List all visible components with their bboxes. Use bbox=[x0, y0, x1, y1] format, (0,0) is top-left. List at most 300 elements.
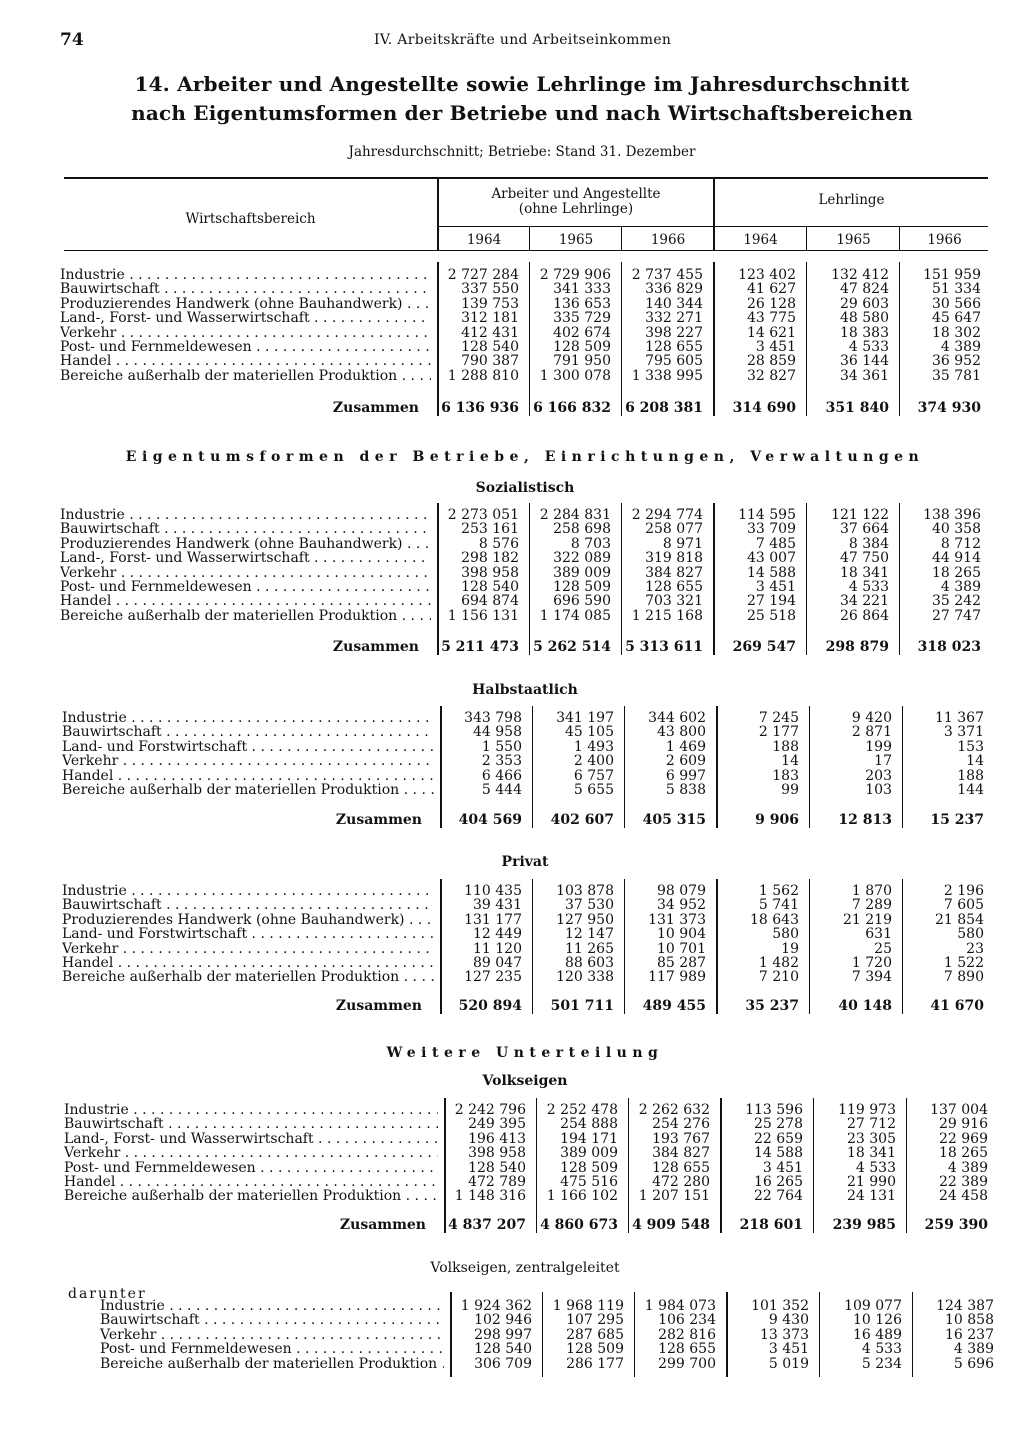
darunter-label: darunter bbox=[68, 1286, 147, 1302]
section-heading-weitere-unterteilung: Weitere Unterteilung bbox=[386, 1045, 664, 1061]
row-label bbox=[64, 1175, 438, 1190]
leader-dots bbox=[129, 1103, 438, 1118]
table-cell: 2 727 284 bbox=[447, 267, 519, 283]
table-cell: 29 603 bbox=[840, 296, 889, 312]
table-cell: 1 984 073 bbox=[644, 1298, 716, 1314]
leader-dots bbox=[111, 354, 431, 369]
block-heading: Privat bbox=[501, 854, 549, 870]
leader-dots bbox=[397, 369, 431, 384]
table-cell: 21 990 bbox=[847, 1174, 896, 1190]
table-cell: 1 968 119 bbox=[552, 1298, 624, 1314]
table-cell: 2 252 478 bbox=[546, 1102, 618, 1118]
table-cell: 128 540 bbox=[474, 1341, 532, 1357]
table-cell: 121 122 bbox=[831, 507, 889, 523]
row-label-text: Land-, Forst- und Wasserwirtschaft bbox=[64, 1132, 314, 1147]
running-head: IV. Arbeitskräfte und Arbeitseinkommen bbox=[374, 32, 672, 48]
row-label-text: Post- und Fernmeldewesen bbox=[64, 1161, 256, 1176]
table-cell: 3 451 bbox=[755, 339, 796, 355]
row-label-text: Handel bbox=[62, 769, 114, 784]
row-label-text: Post- und Fernmeldewesen bbox=[60, 580, 252, 595]
table-cell: 384 827 bbox=[645, 565, 703, 581]
table-cell: 22 764 bbox=[754, 1188, 803, 1204]
row-label-text: Industrie bbox=[100, 1299, 165, 1314]
row-label-text: Handel bbox=[60, 354, 112, 369]
table-cell: 3 371 bbox=[943, 724, 984, 740]
table-cell: 2 177 bbox=[758, 724, 799, 740]
row-label bbox=[60, 354, 431, 369]
table-cell: 472 280 bbox=[652, 1174, 710, 1190]
block-heading: Volkseigen, zentralgeleitet bbox=[430, 1260, 620, 1276]
table-cell: 2 262 632 bbox=[638, 1102, 710, 1118]
row-label-text: Post- und Fernmeldewesen bbox=[100, 1342, 292, 1357]
header-year-rule bbox=[438, 226, 988, 227]
table-cell: 18 643 bbox=[750, 912, 799, 928]
group-header-arbeiter-2: (ohne Lehrlinge) bbox=[518, 201, 634, 217]
table-cell: 113 596 bbox=[745, 1102, 803, 1118]
leader-dots bbox=[116, 566, 431, 581]
year-divider bbox=[899, 227, 900, 250]
block-heading: Halbstaatlich bbox=[472, 682, 578, 698]
total-label: Zusammen bbox=[335, 812, 422, 828]
table-cell: 694 874 bbox=[461, 593, 519, 609]
table-cell: 1 562 bbox=[758, 883, 799, 899]
table-cell: 3 451 bbox=[768, 1341, 809, 1357]
table-cell: 88 603 bbox=[565, 955, 614, 971]
table-title-line-1: 14. Arbeiter und Angestellte sowie Lehrlinge im Jahresdurchschnitt bbox=[134, 72, 910, 96]
table-cell: 8 384 bbox=[848, 536, 889, 552]
table-cell: 22 389 bbox=[939, 1174, 988, 1190]
table-cell: 298 182 bbox=[461, 550, 519, 566]
row-label-text: Bereiche außerhalb der materiellen Produktion bbox=[64, 1189, 402, 1204]
table-cell: 3 451 bbox=[755, 579, 796, 595]
table-cell: 23 305 bbox=[847, 1131, 896, 1147]
table-cell: 10 858 bbox=[945, 1312, 994, 1328]
table-cell: 332 271 bbox=[645, 310, 703, 326]
table-cell: 47 824 bbox=[840, 281, 889, 297]
table-cell: 1 156 131 bbox=[447, 608, 519, 624]
table-cell: 580 bbox=[957, 926, 984, 942]
table-cell: 98 079 bbox=[657, 883, 706, 899]
year-header: 1965 bbox=[836, 232, 871, 248]
leader-dots bbox=[127, 711, 434, 726]
row-label bbox=[62, 884, 434, 899]
leader-dots bbox=[165, 1299, 444, 1314]
table-cell: 27 194 bbox=[747, 593, 796, 609]
table-cell: 25 bbox=[874, 941, 892, 957]
header-bottom-rule bbox=[64, 250, 988, 251]
table-cell: 33 709 bbox=[747, 521, 796, 537]
total-cell: 298 879 bbox=[825, 639, 889, 655]
table-cell: 412 431 bbox=[461, 325, 519, 341]
leader-dots bbox=[118, 942, 434, 957]
row-label bbox=[64, 1189, 438, 1204]
year-divider bbox=[529, 227, 530, 250]
row-label bbox=[60, 551, 431, 566]
total-cell: 4 837 207 bbox=[448, 1217, 526, 1233]
table-cell: 344 602 bbox=[648, 710, 706, 726]
row-label bbox=[60, 522, 431, 537]
table-cell: 703 321 bbox=[645, 593, 703, 609]
table-cell: 10 701 bbox=[657, 941, 706, 957]
table-cell: 5 444 bbox=[481, 782, 522, 798]
leader-dots bbox=[437, 1357, 444, 1372]
table-cell: 2 196 bbox=[943, 883, 984, 899]
table-cell: 48 580 bbox=[840, 310, 889, 326]
table-cell: 1 148 316 bbox=[454, 1188, 526, 1204]
leader-dots bbox=[113, 769, 434, 784]
leader-dots bbox=[118, 754, 434, 769]
table-cell: 1 207 151 bbox=[638, 1188, 710, 1204]
table-cell: 188 bbox=[772, 739, 799, 755]
total-cell: 489 455 bbox=[642, 998, 706, 1014]
table-cell: 16 489 bbox=[853, 1327, 902, 1343]
row-label-text: Industrie bbox=[64, 1103, 129, 1118]
row-label-text: Land-, Forst- und Wasserwirtschaft bbox=[60, 311, 310, 326]
year-header: 1964 bbox=[466, 232, 502, 248]
table-cell: 7 245 bbox=[758, 710, 799, 726]
total-cell: 35 237 bbox=[745, 998, 799, 1014]
leader-dots bbox=[162, 725, 434, 740]
table-cell: 13 373 bbox=[760, 1327, 809, 1343]
table-cell: 4 389 bbox=[940, 579, 981, 595]
table-cell: 1 166 102 bbox=[546, 1188, 618, 1204]
row-label bbox=[62, 970, 434, 985]
total-cell: 314 690 bbox=[732, 400, 796, 416]
table-cell: 1 215 168 bbox=[631, 608, 703, 624]
row-label bbox=[62, 740, 434, 755]
table-cell: 128 509 bbox=[553, 579, 611, 595]
table-cell: 1 522 bbox=[943, 955, 984, 971]
row-label bbox=[62, 956, 434, 971]
row-label-text: Bauwirtschaft bbox=[64, 1117, 164, 1132]
table-cell: 8 576 bbox=[478, 536, 519, 552]
table-cell: 8 703 bbox=[570, 536, 611, 552]
table-cell: 8 712 bbox=[940, 536, 981, 552]
table-cell: 107 295 bbox=[566, 1312, 624, 1328]
table-cell: 128 655 bbox=[652, 1160, 710, 1176]
table-cell: 398 958 bbox=[468, 1145, 526, 1161]
row-label bbox=[62, 927, 434, 942]
row-label bbox=[62, 769, 434, 784]
leader-dots bbox=[399, 783, 434, 798]
leader-dots bbox=[162, 898, 434, 913]
table-cell: 183 bbox=[772, 768, 799, 784]
table-cell: 322 089 bbox=[553, 550, 611, 566]
table-cell: 18 302 bbox=[932, 325, 981, 341]
table-cell: 335 729 bbox=[553, 310, 611, 326]
table-cell: 128 655 bbox=[645, 339, 703, 355]
row-label bbox=[60, 297, 431, 312]
total-cell: 520 894 bbox=[458, 998, 522, 1014]
table-cell: 4 533 bbox=[848, 579, 889, 595]
table-cell: 24 458 bbox=[939, 1188, 988, 1204]
table-cell: 2 729 906 bbox=[539, 267, 611, 283]
leader-dots bbox=[247, 927, 434, 942]
table-cell: 795 605 bbox=[645, 353, 703, 369]
leader-dots bbox=[292, 1342, 444, 1357]
row-label bbox=[62, 783, 434, 798]
total-cell: 402 607 bbox=[550, 812, 614, 828]
section-heading-eigentumsformen: Eigentumsformen der Betriebe, Einrichtungen, Verwaltungen bbox=[125, 449, 925, 465]
leader-dots bbox=[310, 311, 431, 326]
table-cell: 36 144 bbox=[840, 353, 889, 369]
table-cell: 193 767 bbox=[652, 1131, 710, 1147]
table-cell: 153 bbox=[957, 739, 984, 755]
row-label bbox=[60, 594, 431, 609]
row-label bbox=[100, 1357, 444, 1372]
row-label-text: Industrie bbox=[60, 268, 125, 283]
table-cell: 2 273 051 bbox=[447, 507, 519, 523]
row-label-text: Verkehr bbox=[64, 1146, 121, 1161]
row-label bbox=[60, 311, 431, 326]
stub-header: Wirtschaftsbereich bbox=[185, 211, 316, 227]
table-cell: 5 234 bbox=[861, 1356, 902, 1372]
table-cell: 128 655 bbox=[645, 579, 703, 595]
table-cell: 18 265 bbox=[939, 1145, 988, 1161]
total-cell: 5 313 611 bbox=[625, 639, 703, 655]
table-cell: 203 bbox=[865, 768, 892, 784]
table-cell: 341 197 bbox=[556, 710, 614, 726]
table-cell: 128 540 bbox=[461, 579, 519, 595]
row-label bbox=[100, 1342, 444, 1357]
table-cell: 23 bbox=[966, 941, 984, 957]
total-label: Zusammen bbox=[339, 1217, 426, 1233]
table-cell: 2 400 bbox=[573, 753, 614, 769]
row-label-text: Land- und Forstwirtschaft bbox=[62, 927, 248, 942]
row-label bbox=[64, 1132, 438, 1147]
table-cell: 1 482 bbox=[758, 955, 799, 971]
row-label-text: Industrie bbox=[60, 508, 125, 523]
row-label-text: Bauwirtschaft bbox=[100, 1313, 200, 1328]
table-cell: 472 789 bbox=[468, 1174, 526, 1190]
table-cell: 2 284 831 bbox=[539, 507, 611, 523]
table-cell: 631 bbox=[865, 926, 892, 942]
table-cell: 128 509 bbox=[560, 1160, 618, 1176]
table-cell: 5 019 bbox=[768, 1356, 809, 1372]
row-label bbox=[60, 580, 431, 595]
total-cell: 405 315 bbox=[642, 812, 706, 828]
group-header-lehrlinge: Lehrlinge bbox=[818, 192, 885, 208]
table-cell: 18 265 bbox=[932, 565, 981, 581]
total-cell: 4 860 673 bbox=[540, 1217, 618, 1233]
total-cell: 259 390 bbox=[924, 1217, 988, 1233]
table-cell: 384 827 bbox=[652, 1145, 710, 1161]
table-cell: 11 265 bbox=[565, 941, 614, 957]
table-cell: 337 550 bbox=[461, 281, 519, 297]
row-label bbox=[62, 754, 434, 769]
leader-dots bbox=[403, 297, 431, 312]
table-cell: 106 234 bbox=[658, 1312, 716, 1328]
table-cell: 319 818 bbox=[645, 550, 703, 566]
table-cell: 17 bbox=[874, 753, 892, 769]
total-cell: 501 711 bbox=[550, 998, 614, 1014]
table-cell: 18 341 bbox=[840, 565, 889, 581]
row-label bbox=[60, 340, 431, 355]
table-cell: 43 007 bbox=[747, 550, 796, 566]
table-cell: 132 412 bbox=[831, 267, 889, 283]
table-cell: 287 685 bbox=[566, 1327, 624, 1343]
table-cell: 127 950 bbox=[556, 912, 614, 928]
table-cell: 312 181 bbox=[461, 310, 519, 326]
table-cell: 4 533 bbox=[855, 1160, 896, 1176]
leader-dots bbox=[125, 268, 431, 283]
table-cell: 6 466 bbox=[481, 768, 522, 784]
total-label: Zusammen bbox=[332, 639, 419, 655]
total-cell: 5 262 514 bbox=[533, 639, 611, 655]
total-label: Zusammen bbox=[332, 400, 419, 416]
table-cell: 119 973 bbox=[838, 1102, 896, 1118]
leader-dots bbox=[314, 1132, 438, 1147]
row-label-text: Verkehr bbox=[62, 942, 119, 957]
table-cell: 791 950 bbox=[553, 353, 611, 369]
table-cell: 138 396 bbox=[923, 507, 981, 523]
leader-dots bbox=[247, 740, 434, 755]
table-cell: 6 997 bbox=[665, 768, 706, 784]
table-cell: 7 485 bbox=[755, 536, 796, 552]
leader-dots bbox=[111, 594, 431, 609]
total-cell: 6 166 832 bbox=[533, 400, 611, 416]
table-cell: 21 854 bbox=[935, 912, 984, 928]
table-cell: 2 737 455 bbox=[631, 267, 703, 283]
row-label-text: Industrie bbox=[62, 711, 127, 726]
leader-dots bbox=[310, 551, 431, 566]
table-cell: 43 775 bbox=[747, 310, 796, 326]
table-cell: 341 333 bbox=[553, 281, 611, 297]
leader-dots bbox=[200, 1313, 444, 1328]
total-cell: 374 930 bbox=[917, 400, 981, 416]
table-cell: 4 389 bbox=[947, 1160, 988, 1176]
table-cell: 128 509 bbox=[553, 339, 611, 355]
table-cell: 402 674 bbox=[553, 325, 611, 341]
table-cell: 2 294 774 bbox=[631, 507, 703, 523]
total-cell: 9 906 bbox=[755, 812, 799, 828]
table-cell: 22 659 bbox=[754, 1131, 803, 1147]
table-cell: 35 781 bbox=[932, 368, 981, 384]
total-cell: 6 208 381 bbox=[625, 400, 703, 416]
table-cell: 199 bbox=[865, 739, 892, 755]
table-cell: 2 242 796 bbox=[454, 1102, 526, 1118]
row-label-text: Land- und Forstwirtschaft bbox=[62, 740, 248, 755]
year-header: 1965 bbox=[558, 232, 594, 248]
leader-dots bbox=[115, 1175, 438, 1190]
row-label-text: Verkehr bbox=[60, 566, 117, 581]
table-cell: 12 449 bbox=[473, 926, 522, 942]
table-cell: 16 237 bbox=[945, 1327, 994, 1343]
table-cell: 14 588 bbox=[754, 1145, 803, 1161]
table-cell: 696 590 bbox=[553, 593, 611, 609]
total-cell: 318 023 bbox=[917, 639, 981, 655]
table-cell: 336 829 bbox=[645, 281, 703, 297]
table-cell: 43 800 bbox=[657, 724, 706, 740]
table-cell: 24 131 bbox=[847, 1188, 896, 1204]
table-cell: 4 389 bbox=[940, 339, 981, 355]
table-cell: 258 698 bbox=[553, 521, 611, 537]
table-cell: 790 387 bbox=[461, 353, 519, 369]
table-cell: 34 221 bbox=[840, 593, 889, 609]
table-cell: 131 177 bbox=[464, 912, 522, 928]
row-label bbox=[60, 566, 431, 581]
row-label-text: Bereiche außerhalb der materiellen Produktion bbox=[62, 783, 400, 798]
table-cell: 298 997 bbox=[474, 1327, 532, 1343]
leader-dots bbox=[156, 1328, 444, 1343]
table-cell: 19 bbox=[781, 941, 799, 957]
table-cell: 6 757 bbox=[573, 768, 614, 784]
total-cell: 5 211 473 bbox=[441, 639, 519, 655]
table-cell: 398 958 bbox=[461, 565, 519, 581]
table-cell: 1 469 bbox=[665, 739, 706, 755]
table-cell: 14 bbox=[966, 753, 984, 769]
table-cell: 475 516 bbox=[560, 1174, 618, 1190]
leader-dots bbox=[164, 1117, 438, 1132]
table-cell: 110 435 bbox=[464, 883, 522, 899]
total-cell: 40 148 bbox=[838, 998, 892, 1014]
row-label bbox=[60, 369, 431, 384]
table-cell: 44 958 bbox=[473, 724, 522, 740]
leader-dots bbox=[397, 609, 431, 624]
row-label-text: Bauwirtschaft bbox=[60, 282, 160, 297]
row-label bbox=[62, 913, 434, 928]
table-cell: 8 971 bbox=[662, 536, 703, 552]
table-cell: 45 105 bbox=[565, 724, 614, 740]
table-cell: 36 952 bbox=[932, 353, 981, 369]
year-header: 1966 bbox=[927, 232, 962, 248]
row-label bbox=[100, 1313, 444, 1328]
table-cell: 1 720 bbox=[851, 955, 892, 971]
table-cell: 34 952 bbox=[657, 897, 706, 913]
table-cell: 1 338 995 bbox=[631, 368, 703, 384]
table-cell: 37 664 bbox=[840, 521, 889, 537]
table-cell: 282 816 bbox=[658, 1327, 716, 1343]
row-label bbox=[64, 1161, 438, 1176]
row-label bbox=[62, 942, 434, 957]
table-cell: 2 353 bbox=[481, 753, 522, 769]
table-cell: 11 120 bbox=[473, 941, 522, 957]
table-cell: 21 219 bbox=[843, 912, 892, 928]
table-cell: 27 712 bbox=[847, 1116, 896, 1132]
table-cell: 1 870 bbox=[851, 883, 892, 899]
row-label bbox=[62, 711, 434, 726]
year-header: 1966 bbox=[650, 232, 686, 248]
row-label bbox=[64, 1146, 438, 1161]
table-cell: 28 859 bbox=[747, 353, 796, 369]
total-cell: 351 840 bbox=[825, 400, 889, 416]
table-cell: 4 389 bbox=[953, 1341, 994, 1357]
table-cell: 9 420 bbox=[851, 710, 892, 726]
leader-dots bbox=[160, 282, 431, 297]
table-cell: 85 287 bbox=[657, 955, 706, 971]
row-label bbox=[64, 1117, 438, 1132]
total-cell: 6 136 936 bbox=[441, 400, 519, 416]
row-label-text: Bereiche außerhalb der materiellen Produktion bbox=[60, 369, 398, 384]
row-label-text: Produzierendes Handwerk (ohne Bauhandwerk) bbox=[60, 297, 403, 312]
table-cell: 103 878 bbox=[556, 883, 614, 899]
table-cell: 41 627 bbox=[747, 281, 796, 297]
table-cell: 389 009 bbox=[553, 565, 611, 581]
row-label-text: Verkehr bbox=[100, 1328, 157, 1343]
table-cell: 11 367 bbox=[935, 710, 984, 726]
table-cell: 22 969 bbox=[939, 1131, 988, 1147]
table-cell: 27 747 bbox=[932, 608, 981, 624]
year-divider bbox=[621, 227, 622, 250]
table-cell: 131 373 bbox=[648, 912, 706, 928]
row-label-text: Bereiche außerhalb der materiellen Produktion bbox=[62, 970, 400, 985]
table-cell: 26 128 bbox=[747, 296, 796, 312]
table-cell: 286 177 bbox=[566, 1356, 624, 1372]
table-cell: 1 493 bbox=[573, 739, 614, 755]
total-cell: 4 909 548 bbox=[632, 1217, 710, 1233]
leader-dots bbox=[113, 956, 434, 971]
table-cell: 26 864 bbox=[840, 608, 889, 624]
